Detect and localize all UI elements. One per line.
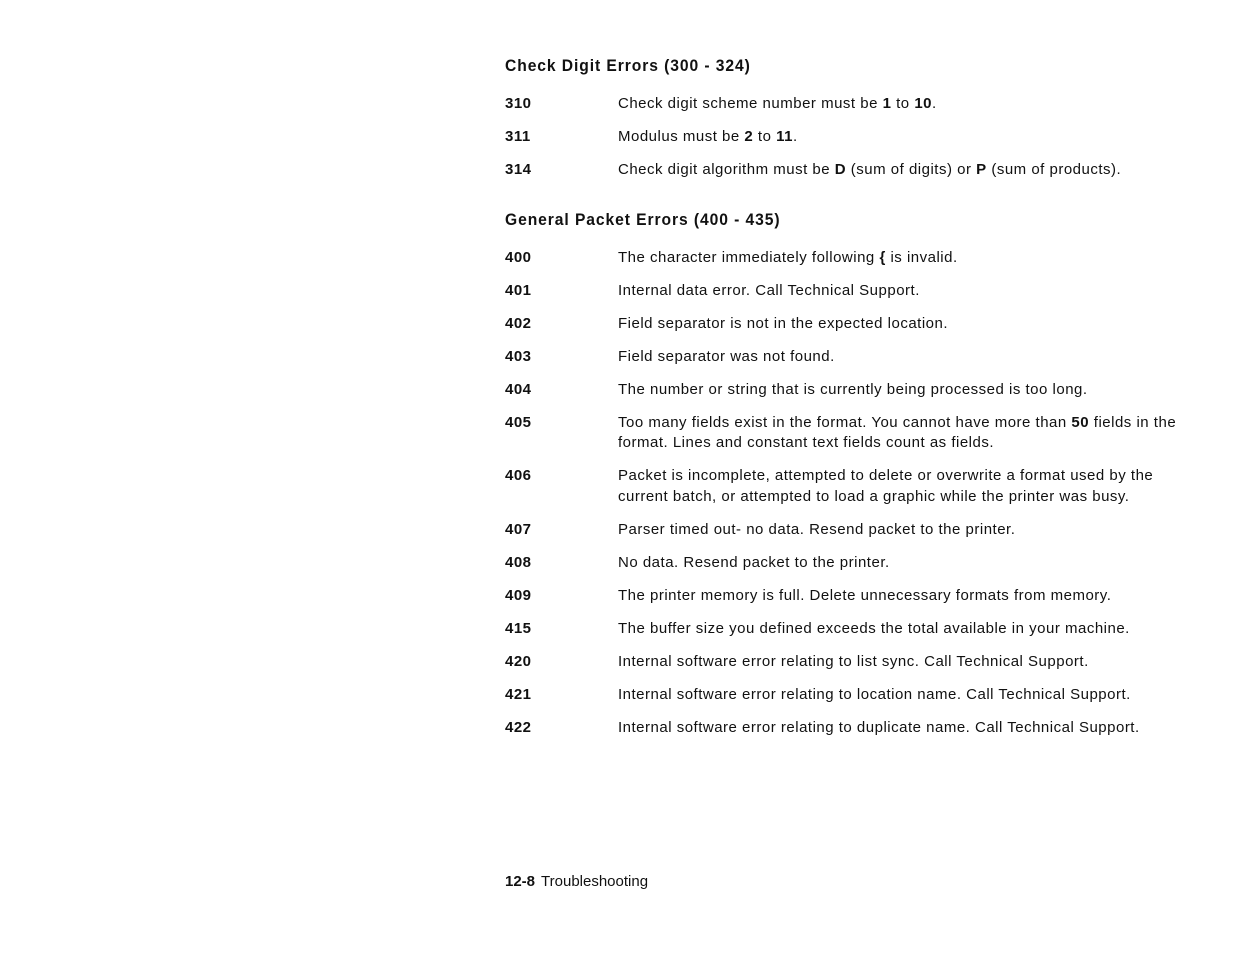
emphasized-value: D bbox=[834, 161, 847, 178]
error-code: 407 bbox=[505, 520, 532, 538]
emphasized-value: 50 bbox=[1071, 413, 1090, 431]
page-footer bbox=[505, 872, 648, 892]
error-description bbox=[618, 380, 1195, 401]
emphasized-value: P bbox=[976, 161, 987, 178]
error-description bbox=[618, 652, 1195, 673]
error-list-check-digit bbox=[505, 94, 1195, 181]
section-heading-general-packet-errors: General Packet Errors (400 - 435) bbox=[505, 209, 781, 229]
error-description bbox=[618, 248, 1195, 269]
error-description bbox=[618, 281, 1195, 302]
description-text: Internal software error relating to duplicate name. Call Technical Support. bbox=[618, 718, 1140, 736]
error-row bbox=[505, 248, 1195, 269]
error-row bbox=[505, 586, 1195, 607]
error-code: 400 bbox=[505, 248, 532, 266]
error-code: 406 bbox=[505, 467, 532, 484]
error-description bbox=[618, 347, 1195, 368]
error-row bbox=[505, 718, 1195, 739]
error-code: 401 bbox=[505, 281, 532, 299]
description-text: Internal software error relating to location name. Call Technical Support. bbox=[618, 685, 1131, 703]
error-row bbox=[505, 553, 1195, 574]
error-description bbox=[618, 94, 1195, 115]
emphasized-value: 10 bbox=[914, 95, 933, 112]
error-code: 310 bbox=[505, 95, 532, 112]
error-description bbox=[618, 685, 1195, 706]
description-text: . bbox=[932, 95, 937, 112]
error-description bbox=[618, 127, 1195, 148]
document-body bbox=[505, 54, 1195, 751]
description-text: Internal software error relating to list sync. Call Technical Support. bbox=[618, 652, 1089, 670]
error-code: 420 bbox=[505, 652, 532, 670]
error-row bbox=[505, 520, 1195, 541]
description-text: Parser timed out- no data. Resend packet to the printer. bbox=[618, 520, 1016, 538]
description-text: . bbox=[792, 128, 798, 145]
error-code: 405 bbox=[505, 413, 532, 431]
emphasized-value: 11 bbox=[776, 128, 793, 145]
error-row bbox=[505, 281, 1195, 302]
description-text: is invalid. bbox=[885, 248, 958, 266]
description-text: (sum of products). bbox=[986, 161, 1122, 178]
error-row bbox=[505, 347, 1195, 368]
error-row bbox=[505, 652, 1195, 673]
error-row bbox=[505, 466, 1195, 507]
description-text: Internal data error. Call Technical Support. bbox=[618, 281, 920, 299]
description-text: The number or string that is currently being processed is too long. bbox=[618, 380, 1088, 398]
error-description bbox=[618, 718, 1195, 739]
description-text: Check digit algorithm must be bbox=[618, 161, 835, 178]
error-code: 402 bbox=[505, 314, 532, 332]
error-code: 409 bbox=[505, 586, 532, 604]
error-description bbox=[618, 314, 1195, 335]
description-text: The character immediately following bbox=[618, 248, 880, 266]
emphasized-value: 2 bbox=[744, 128, 754, 145]
error-row bbox=[505, 160, 1195, 181]
error-code: 311 bbox=[505, 128, 531, 145]
description-text: fields in the format. Lines and constant text fields count as fields. bbox=[618, 413, 1177, 451]
error-row bbox=[505, 619, 1195, 640]
error-description bbox=[618, 553, 1195, 574]
error-code: 422 bbox=[505, 718, 532, 736]
description-text: to bbox=[891, 95, 915, 112]
section-heading-check-digit-errors: Check Digit Errors (300 - 324) bbox=[505, 56, 751, 75]
error-row bbox=[505, 94, 1195, 115]
description-text: Check digit scheme number must be bbox=[618, 95, 883, 112]
error-code: 415 bbox=[505, 619, 532, 637]
error-description bbox=[618, 520, 1195, 541]
error-description bbox=[618, 619, 1195, 640]
error-code: 408 bbox=[505, 553, 532, 571]
error-description bbox=[618, 586, 1195, 607]
description-text: The printer memory is full. Delete unnecessary formats from memory. bbox=[618, 586, 1112, 604]
error-description bbox=[618, 160, 1195, 181]
error-description bbox=[618, 413, 1195, 454]
description-text: Modulus must be bbox=[618, 128, 745, 145]
description-text: Packet is incomplete, attempted to delete or overwrite a format used by the current batch, or attempted to load a graphic while the printer was busy. bbox=[618, 467, 1154, 505]
description-text: Field separator was not found. bbox=[618, 347, 835, 365]
error-row bbox=[505, 314, 1195, 335]
chapter-name: Troubleshooting bbox=[541, 873, 649, 890]
emphasized-value: 1 bbox=[882, 95, 892, 112]
error-row bbox=[505, 413, 1195, 454]
emphasized-value: { bbox=[879, 248, 886, 266]
description-text: to bbox=[753, 128, 777, 145]
error-code: 403 bbox=[505, 347, 532, 365]
error-description bbox=[618, 466, 1195, 507]
description-text: No data. Resend packet to the printer. bbox=[618, 553, 890, 571]
description-text: Too many fields exist in the format. You cannot have more than bbox=[618, 413, 1072, 431]
error-code: 421 bbox=[505, 685, 532, 703]
error-row bbox=[505, 380, 1195, 401]
error-list-general-packet bbox=[505, 248, 1195, 739]
page-number: 12-8 bbox=[505, 873, 536, 890]
error-code: 314 bbox=[505, 161, 532, 178]
description-text: Field separator is not in the expected location. bbox=[618, 314, 949, 332]
error-row bbox=[505, 127, 1195, 148]
description-text: (sum of digits) or bbox=[846, 161, 977, 178]
error-row bbox=[505, 685, 1195, 706]
description-text: The buffer size you defined exceeds the total available in your machine. bbox=[618, 619, 1130, 637]
error-code: 404 bbox=[505, 380, 532, 398]
